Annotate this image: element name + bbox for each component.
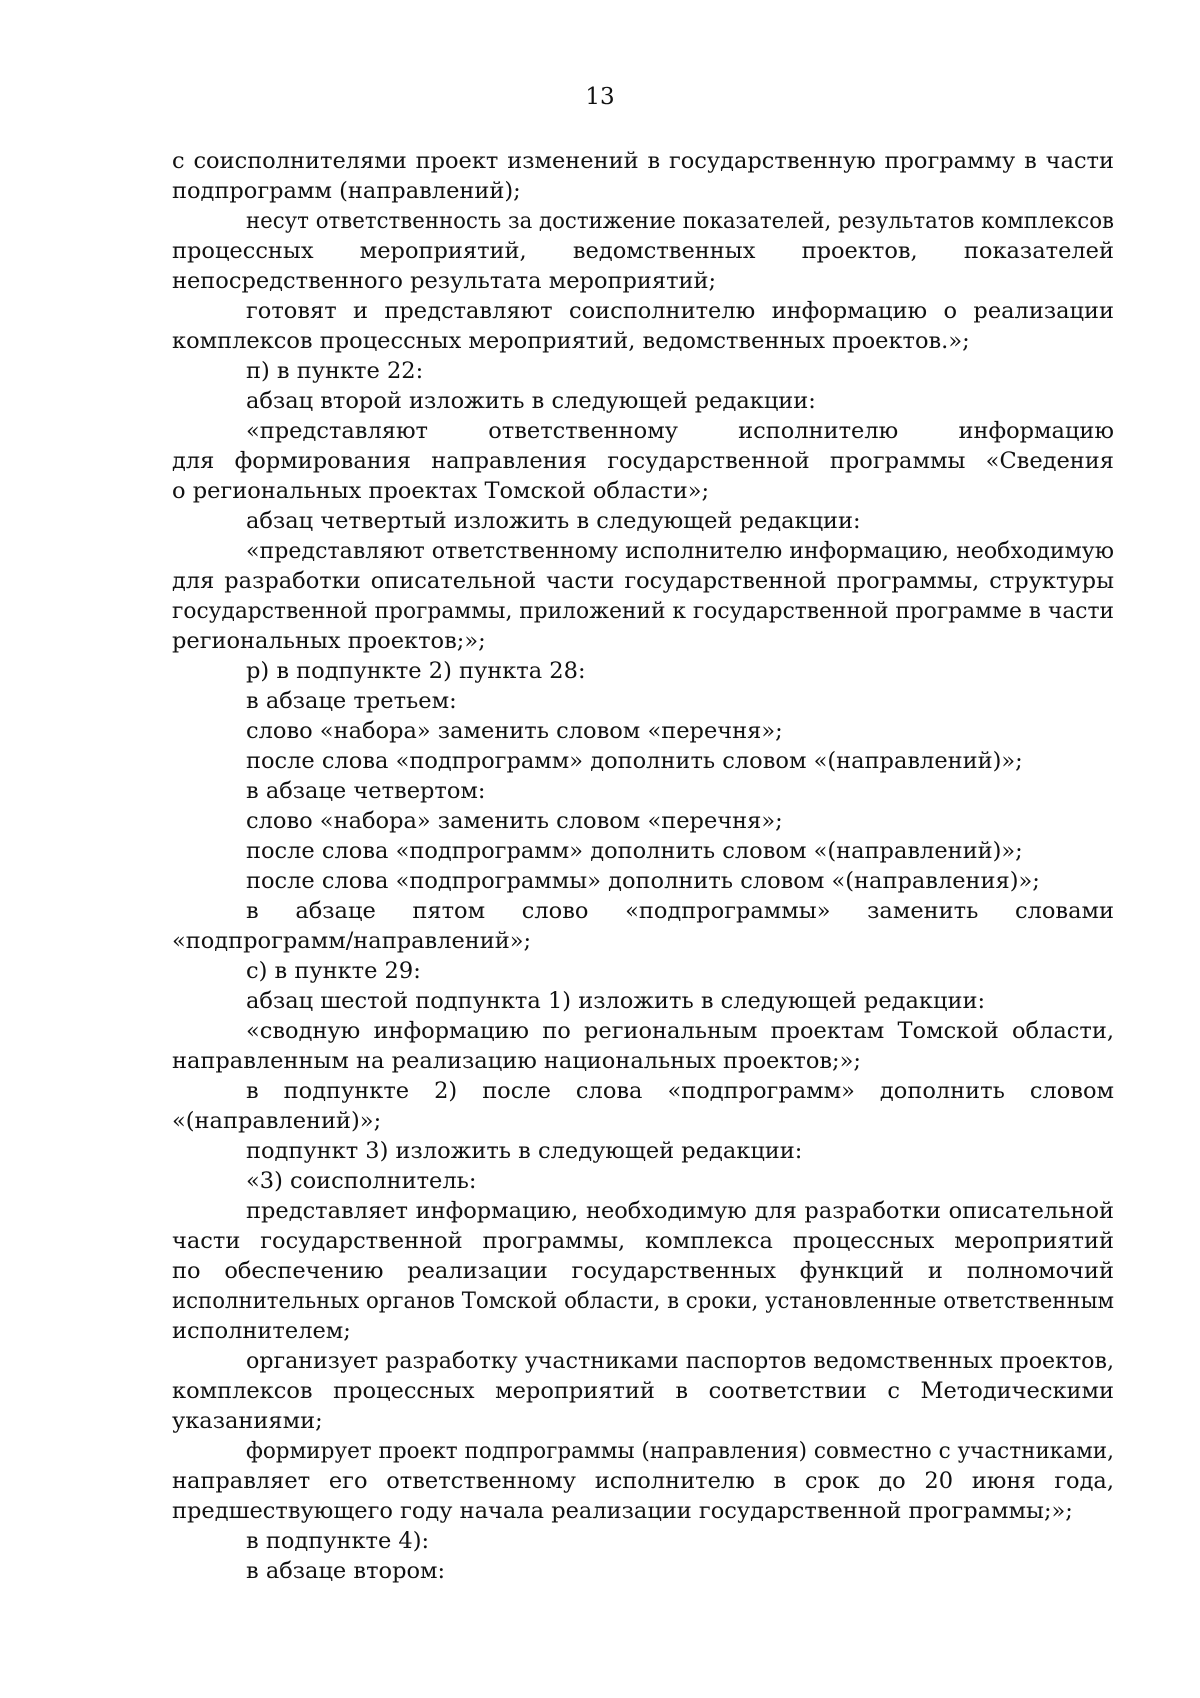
text-line: несут ответственность за достижение показателей, результатов комплексов (246, 208, 1114, 234)
text-line: исполнительных органов Томской области, в сроки, установленные ответственным (172, 1288, 1114, 1314)
text-line: подпункт 3) изложить в следующей редакции: (246, 1138, 803, 1164)
text-line: слово «набора» заменить словом «перечня»; (246, 808, 783, 834)
text-line: исполнителем; (172, 1318, 351, 1344)
text-line: абзац второй изложить в следующей редакции: (246, 388, 816, 414)
text-line: для формирования направления государственной программы «Сведения (172, 448, 1114, 474)
text-line: направляет его ответственному исполнителю в срок до 20 июня года, (172, 1468, 1114, 1494)
text-line: с) в пункте 29: (246, 958, 421, 984)
text-line: «представляют ответственному исполнителю информацию, необходимую (246, 538, 1114, 564)
page-number: 13 (585, 84, 615, 110)
text-line: «представляют ответственному исполнителю информацию (246, 418, 1114, 444)
text-line: в подпункте 2) после слова «подпрограмм» дополнить словом (246, 1078, 1114, 1104)
document-body (172, 146, 1114, 1586)
text-line: для разработки описательной части государственной программы, структуры (172, 568, 1114, 594)
text-line: п) в пункте 22: (246, 358, 424, 384)
text-line: части государственной программы, комплекса процессных мероприятий (172, 1228, 1114, 1254)
text-line: «3) соисполнитель: (246, 1168, 477, 1194)
text-line: в подпункте 4): (246, 1528, 430, 1554)
text-line: комплексов процессных мероприятий в соответствии с Методическими (172, 1378, 1114, 1404)
text-line: комплексов процессных мероприятий, ведомственных проектов.»; (172, 328, 970, 354)
text-line: в абзаце пятом слово «подпрограммы» заменить словами (246, 898, 1114, 924)
text-line: абзац шестой подпункта 1) изложить в следующей редакции: (246, 988, 986, 1014)
text-line: слово «набора» заменить словом «перечня»; (246, 718, 783, 744)
text-line: с соисполнителями проект изменений в государственную программу в части (172, 148, 1114, 174)
text-line: готовят и представляют соисполнителю информацию о реализации (246, 298, 1114, 324)
text-line: «(направлений)»; (172, 1108, 382, 1134)
text-line: в абзаце третьем: (246, 688, 457, 714)
text-line: региональных проектов;»; (172, 628, 486, 654)
text-line: представляет информацию, необходимую для разработки описательной (246, 1198, 1114, 1224)
text-line: подпрограмм (направлений); (172, 178, 521, 204)
text-line: после слова «подпрограммы» дополнить словом «(направления)»; (246, 868, 1040, 894)
text-line: непосредственного результата мероприятий; (172, 268, 717, 294)
text-line: абзац четвертый изложить в следующей редакции: (246, 508, 861, 534)
text-line: по обеспечению реализации государственных функций и полномочий (172, 1258, 1114, 1284)
text-line: процессных мероприятий, ведомственных проектов, показателей (172, 238, 1114, 264)
text-line: р) в подпункте 2) пункта 28: (246, 658, 586, 684)
text-line: «сводную информацию по региональным проектам Томской области, (246, 1018, 1114, 1044)
text-line: предшествующего году начала реализации государственной программы;»; (172, 1498, 1073, 1524)
text-line: указаниями; (172, 1408, 323, 1434)
text-line: после слова «подпрограмм» дополнить словом «(направлений)»; (246, 838, 1023, 864)
text-line: «подпрограмм/направлений»; (172, 928, 532, 954)
text-line: в абзаце четвертом: (246, 778, 486, 804)
text-line: в абзаце втором: (246, 1558, 446, 1584)
text-line: о региональных проектах Томской области»; (172, 478, 710, 504)
text-line: после слова «подпрограмм» дополнить словом «(направлений)»; (246, 748, 1023, 774)
text-line: формирует проект подпрограммы (направления) совместно с участниками, (246, 1438, 1114, 1464)
text-line: направленным на реализацию национальных проектов;»; (172, 1048, 861, 1074)
text-line: государственной программы, приложений к государственной программе в части (172, 598, 1114, 624)
text-line: организует разработку участниками паспортов ведомственных проектов, (246, 1348, 1114, 1374)
